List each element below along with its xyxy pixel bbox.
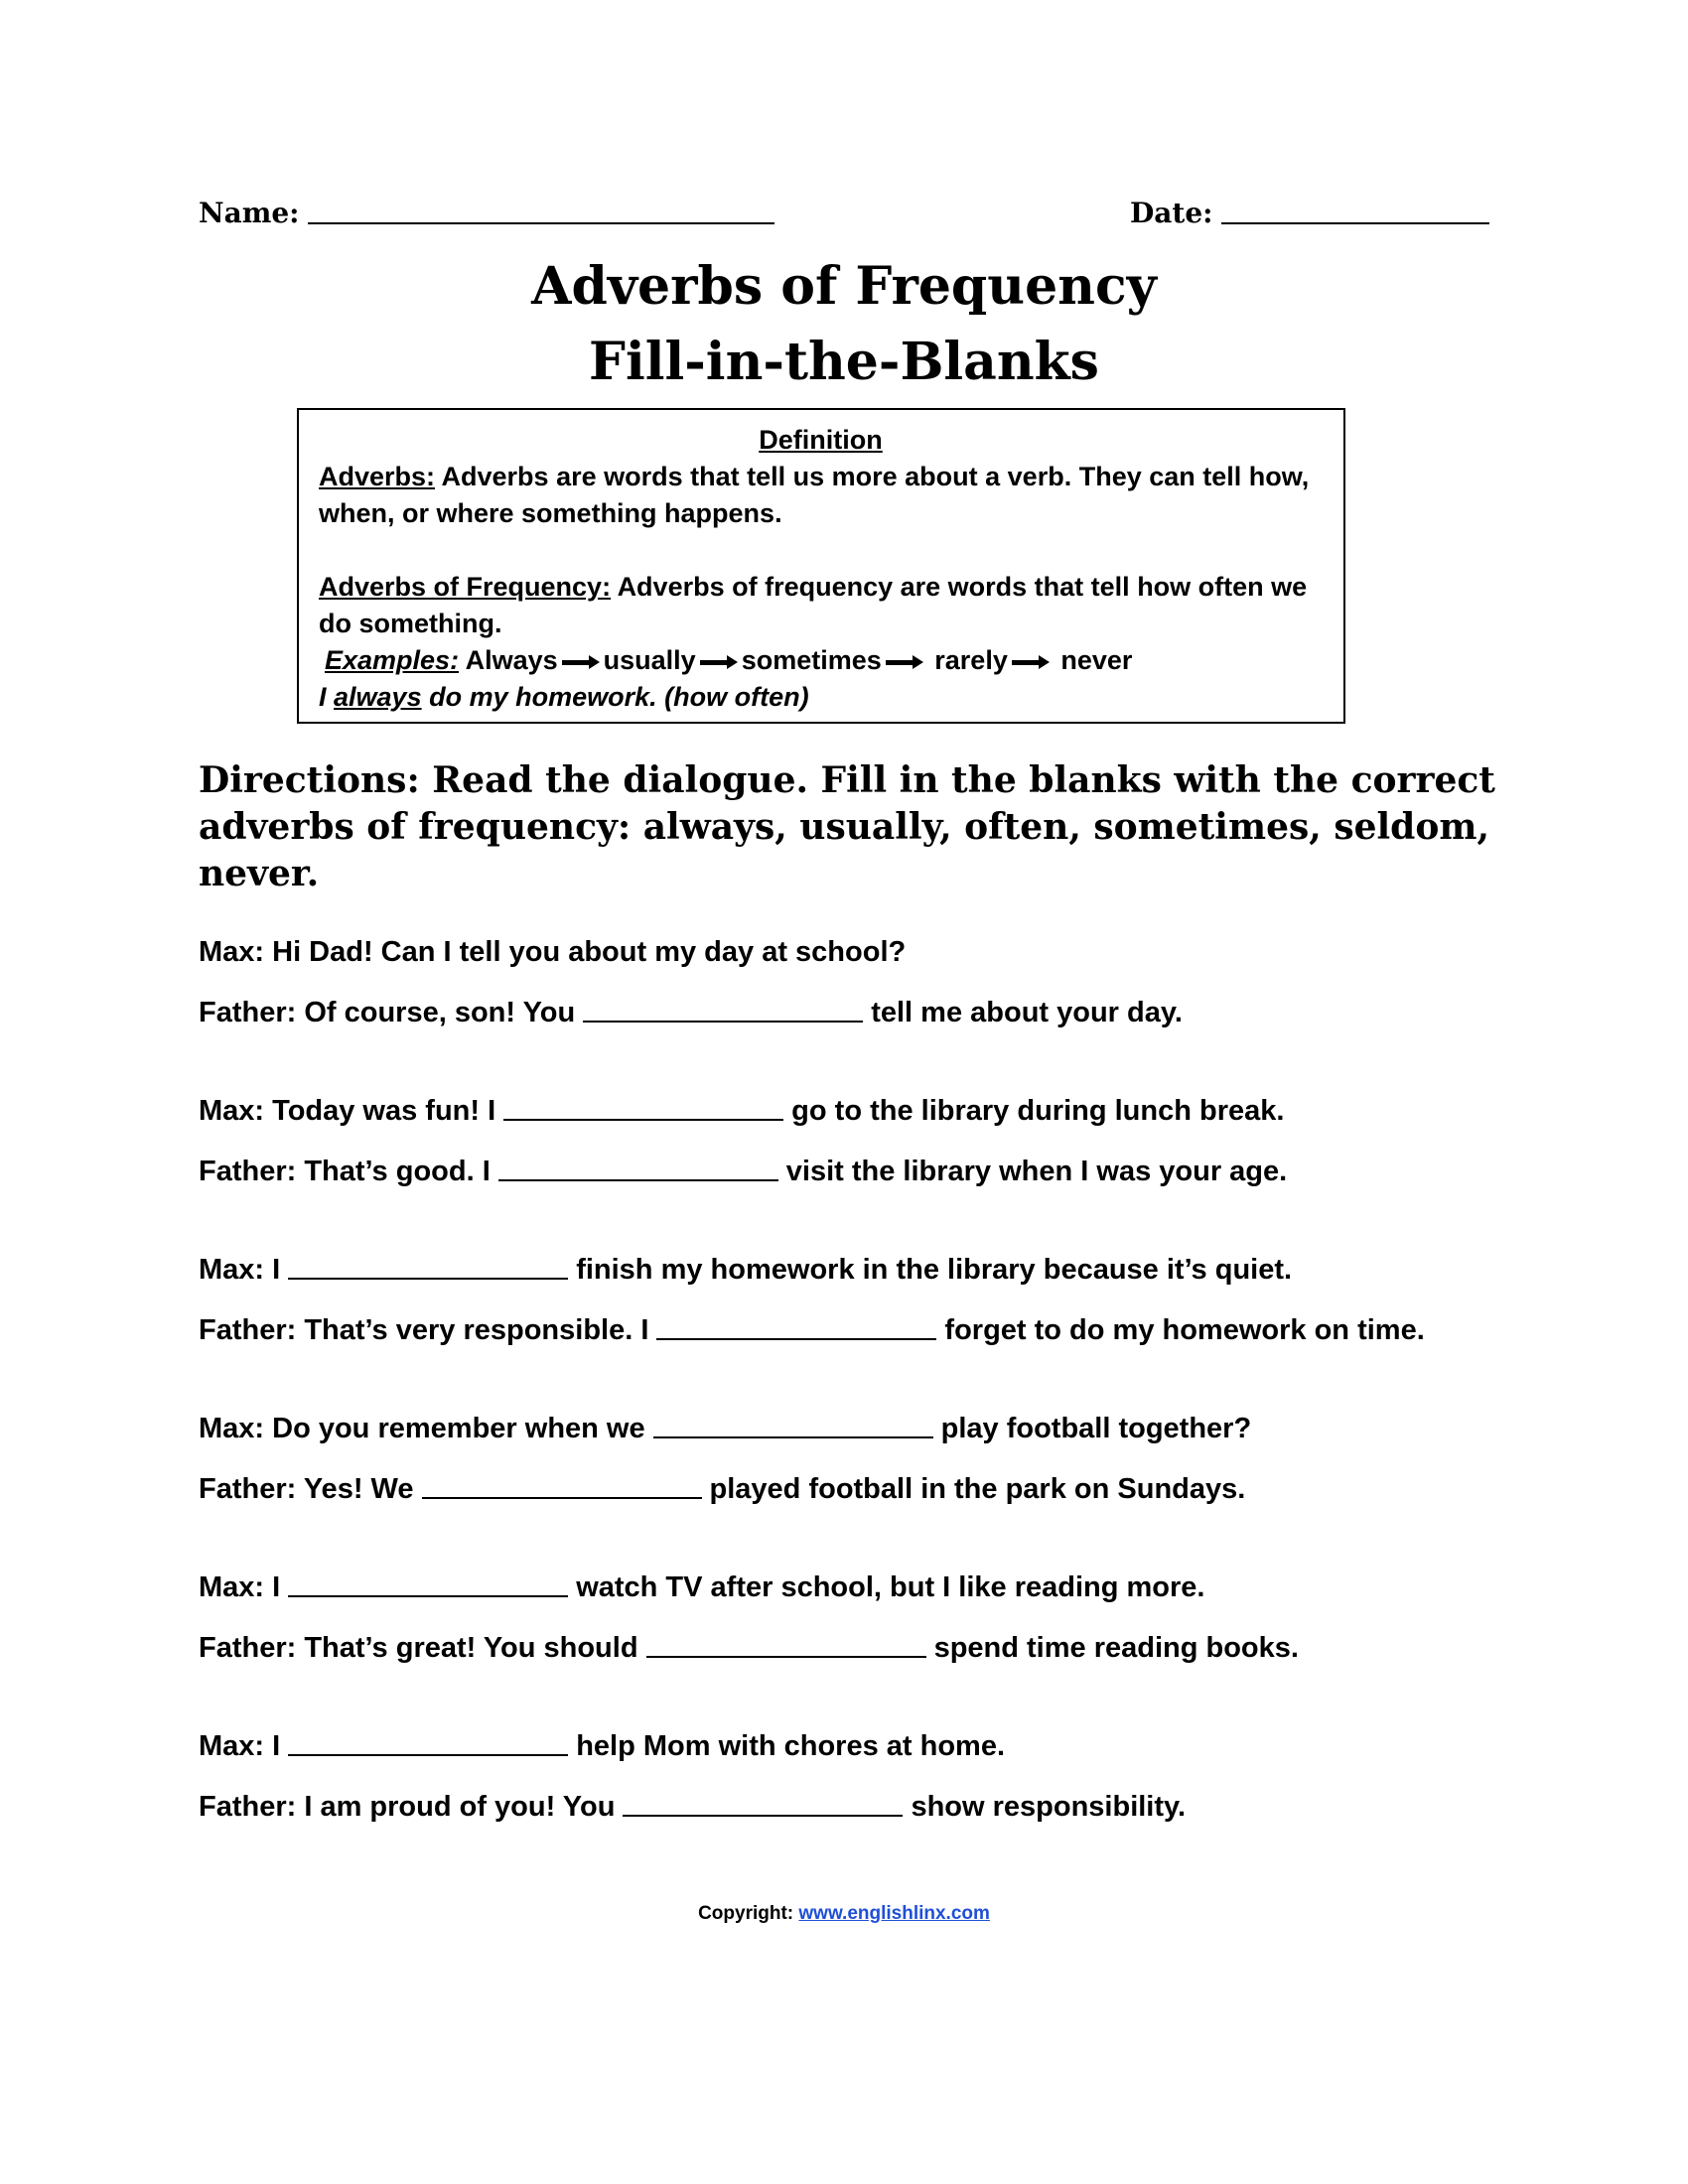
name-line (308, 222, 774, 224)
dialogue-line-3 (199, 1095, 1284, 1128)
date-label: Date: (1130, 197, 1213, 229)
example-rarely: rarely (934, 645, 1008, 675)
frequency-definition-line-1 (319, 569, 1307, 606)
dialogue-text-after: play football together? (940, 1413, 1252, 1444)
dialogue-text-after: tell me about your day. (871, 997, 1183, 1028)
arrow-icon (886, 658, 923, 666)
dialogue-line-4 (199, 1156, 1287, 1188)
dialogue-text-before: Max: I (199, 1730, 281, 1762)
example-usually: usually (603, 645, 696, 675)
dialogue-line-9 (199, 1571, 1205, 1604)
title-line-1: Adverbs of Frequency (531, 256, 1157, 317)
dialogue-text-before: Father: That’s good. I (199, 1156, 491, 1187)
adverbs-definition-line-2: when, or where something happens. (319, 498, 782, 528)
answer-blank[interactable] (288, 1754, 568, 1756)
arrow-icon (562, 658, 600, 666)
answer-blank[interactable] (288, 1278, 568, 1280)
arrow-icon (700, 658, 738, 666)
dialogue-line-10 (199, 1632, 1299, 1665)
name-field (199, 197, 774, 229)
answer-blank[interactable] (288, 1595, 568, 1597)
answer-blank[interactable] (653, 1436, 933, 1438)
dialogue-text-after: spend time reading books. (933, 1632, 1299, 1664)
frequency-definition-line-2: do something. (319, 609, 502, 638)
dialogue-line-8 (199, 1473, 1245, 1506)
date-line (1221, 222, 1489, 224)
adverbs-term: Adverbs: (319, 462, 436, 491)
dialogue-text-after: forget to do my homework on time. (944, 1314, 1425, 1346)
answer-blank[interactable] (498, 1179, 778, 1181)
adverbs-definition-line-1 (319, 459, 1309, 495)
dialogue-text-before: Father: That’s very responsible. I (199, 1314, 649, 1346)
example-never: never (1060, 645, 1133, 675)
dialogue-text-before: Max: I (199, 1571, 281, 1603)
adverbs-text-1: Adverbs are words that tell us more about a verb. They can tell how, (441, 462, 1310, 491)
frequency-term: Adverbs of Frequency: (319, 572, 612, 602)
answer-blank[interactable] (583, 1021, 863, 1023)
dialogue-text-after: watch TV after school, but I like reading more. (576, 1571, 1205, 1603)
answer-blank[interactable] (646, 1656, 926, 1658)
date-field (1130, 197, 1489, 229)
directions-text: Directions: Read the dialogue. Fill in the blanks with the correct adverbs of frequency: always, usually, often, sometimes, seldom, never. (199, 759, 1495, 894)
arrow-icon (1012, 658, 1050, 666)
dialogue-text-after: help Mom with chores at home. (576, 1730, 1006, 1762)
answer-blank[interactable] (422, 1497, 702, 1499)
example-sentence-post: do my homework. (how often) (421, 682, 809, 712)
dialogue-line-7 (199, 1413, 1251, 1445)
answer-blank[interactable] (623, 1815, 903, 1817)
copyright-footer (0, 1903, 1688, 1925)
definition-box (297, 408, 1345, 724)
dialogue-line-11 (199, 1730, 1005, 1763)
dialogue-line-12 (199, 1791, 1186, 1824)
dialogue-text-before: Father: Of course, son! You (199, 997, 576, 1028)
dialogue-text-after: finish my homework in the library because it’s quiet. (576, 1254, 1293, 1286)
dialogue-text-after: played football in the park on Sundays. (709, 1473, 1246, 1505)
frequency-text-1: Adverbs of frequency are words that tell how often we (617, 572, 1308, 602)
dialogue-text-after: show responsibility. (911, 1791, 1187, 1823)
examples-label: Examples: (325, 645, 460, 675)
copyright-link[interactable]: www.englishlinx.com (798, 1903, 990, 1924)
dialogue-line-1 (199, 936, 906, 969)
copyright-label: Copyright: (698, 1903, 794, 1924)
dialogue-line-6 (199, 1314, 1425, 1347)
answer-blank[interactable] (503, 1119, 783, 1121)
dialogue-line-5 (199, 1254, 1292, 1287)
example-sentence-pre: I (319, 682, 335, 712)
definition-heading: Definition (759, 425, 883, 455)
dialogue-text-before: Max: Do you remember when we (199, 1413, 645, 1444)
example-always: Always (465, 645, 558, 675)
dialogue-text-before: Father: Yes! We (199, 1473, 414, 1505)
dialogue-text-before: Father: That’s great! You should (199, 1632, 638, 1664)
dialogue-text-before: Max: Today was fun! I (199, 1095, 496, 1127)
dialogue-text-after: visit the library when I was your age. (785, 1156, 1288, 1187)
dialogue-text-before: Father: I am proud of you! You (199, 1791, 616, 1823)
name-label: Name: (199, 197, 300, 229)
example-sentence (319, 679, 809, 716)
example-sometimes: sometimes (741, 645, 882, 675)
example-sentence-word: always (334, 682, 422, 712)
answer-blank[interactable] (656, 1338, 936, 1340)
examples-line (325, 642, 1132, 679)
title-line-2: Fill-in-the-Blanks (589, 332, 1099, 392)
dialogue-text: Max: Hi Dad! Can I tell you about my day at school? (199, 936, 907, 968)
dialogue-line-2 (199, 997, 1183, 1029)
dialogue-text-before: Max: I (199, 1254, 281, 1286)
dialogue-text-after: go to the library during lunch break. (791, 1095, 1285, 1127)
